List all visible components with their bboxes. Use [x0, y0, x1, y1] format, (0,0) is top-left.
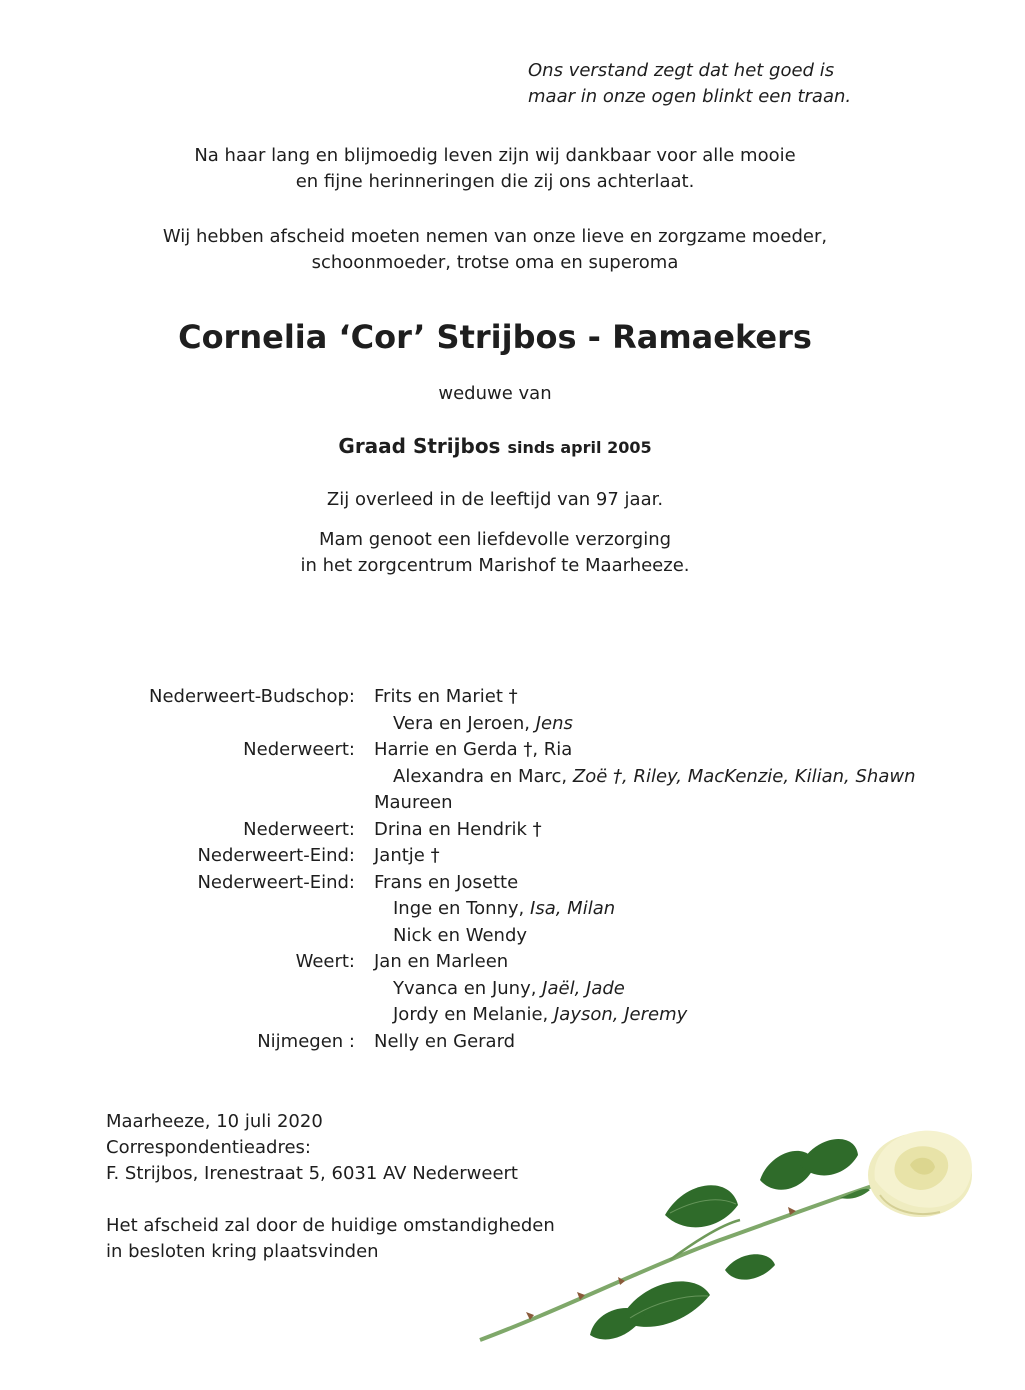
family-members — [393, 764, 915, 790]
family-members — [393, 976, 625, 1002]
care-text — [0, 527, 990, 579]
family-place: Nederweert-Eind: — [197, 871, 355, 893]
family-members-text: Jantje † — [374, 845, 440, 866]
widow-of — [0, 381, 990, 407]
family-members-text: Drina en Hendrik † — [374, 818, 542, 840]
family-members-text: Maureen — [374, 792, 453, 813]
family-members-text: Jan en Marleen — [374, 951, 509, 972]
family-list — [0, 684, 1025, 1055]
family-members-text: Vera en Jeroen, — [393, 712, 536, 734]
family-children: Jayson, Jeremy — [553, 1004, 688, 1025]
family-members — [393, 711, 573, 737]
notice-line-1: Het afscheid zal door de huidige omstandigheden — [106, 1215, 555, 1236]
family-members-text: Jordy en Melanie, — [393, 1004, 554, 1025]
family-place: Weert: — [295, 951, 355, 972]
family-members-text: Alexandra en Marc, — [393, 765, 573, 787]
family-children: Isa, Milan — [530, 898, 616, 919]
family-place: Nederweert-Eind: — [197, 845, 355, 866]
family-row — [0, 684, 1025, 711]
spouse-since: sinds april 2005 — [507, 438, 652, 457]
family-place: Nederweert: — [243, 818, 355, 840]
family-members — [393, 923, 527, 949]
family-members-text: Frans en Josette — [374, 871, 519, 893]
farewell-line-1: Wij hebben afscheid moeten nemen van onze lieve en zorgzame moeder, — [162, 226, 828, 247]
deceased-name: Cornelia ‘Cor’ Strijbos - Ramaekers — [178, 318, 812, 356]
family-row — [0, 843, 1025, 870]
family-members — [374, 817, 542, 843]
family-row — [0, 737, 1025, 764]
family-members — [374, 737, 572, 763]
correspondence-label: Correspondentieadres: — [106, 1137, 311, 1158]
family-members-text: Nick en Wendy — [393, 924, 528, 946]
family-members — [374, 949, 508, 975]
family-children: Jaël, Jade — [542, 977, 625, 999]
poem — [528, 58, 851, 110]
intro-text — [0, 143, 990, 195]
family-row — [0, 949, 1025, 976]
intro-line-2: en fijne herinneringen die zij ons achterlaat. — [295, 171, 695, 192]
family-row — [0, 896, 1025, 923]
widow-of-text: weduwe van — [438, 383, 552, 404]
poem-line-2: maar in onze ogen blinkt een traan. — [528, 86, 852, 107]
family-members — [393, 896, 615, 922]
spouse-name: Graad Strijbos — [338, 434, 501, 458]
family-members — [374, 684, 518, 710]
care-line-1: Mam genoot een liefdevolle verzorging — [318, 529, 672, 550]
address: F. Strijbos, Irenestraat 5, 6031 AV Nederweert — [106, 1163, 518, 1184]
family-members-text: Inge en Tonny, — [393, 898, 531, 919]
spouse — [0, 432, 990, 462]
age-line: Zij overleed in de leeftijd van 97 jaar. — [326, 489, 664, 510]
family-members — [374, 843, 440, 869]
family-children: Zoë †, Riley, MacKenzie, Kilian, Shawn — [572, 765, 916, 787]
family-members — [374, 1029, 515, 1055]
family-members — [374, 870, 518, 896]
white-rose-image — [470, 1120, 980, 1380]
place-date: Maarheeze, 10 juli 2020 — [106, 1111, 323, 1132]
family-children: Jens — [535, 712, 573, 734]
intro-line-1: Na haar lang en blijmoedig leven zijn wij dankbaar voor alle mooie — [194, 145, 796, 166]
family-members-text: Harrie en Gerda †, Ria — [374, 739, 573, 760]
family-row — [0, 817, 1025, 844]
family-members — [393, 1002, 687, 1028]
family-row — [0, 1002, 1025, 1029]
rose-bloom — [868, 1131, 972, 1217]
family-row — [0, 790, 1025, 817]
family-row — [0, 764, 1025, 791]
poem-line-1: Ons verstand zegt dat het goed is — [528, 60, 835, 81]
family-row — [0, 1029, 1025, 1056]
family-members — [374, 790, 453, 816]
farewell-text — [0, 224, 990, 276]
age-text — [0, 487, 990, 513]
farewell-line-2: schoonmoeder, trotse oma en superoma — [311, 252, 679, 273]
family-row — [0, 923, 1025, 950]
family-place: Nederweert-Budschop: — [149, 686, 355, 707]
family-members-text: Nelly en Gerard — [374, 1030, 516, 1052]
family-row — [0, 711, 1025, 738]
family-row — [0, 976, 1025, 1003]
family-place: Nijmegen : — [257, 1030, 355, 1052]
family-place: Nederweert: — [243, 739, 355, 760]
notice-line-2: in besloten kring plaatsvinden — [106, 1241, 379, 1262]
family-members-text: Frits en Mariet † — [374, 686, 518, 707]
family-row — [0, 870, 1025, 897]
family-members-text: Yvanca en Juny, — [393, 977, 543, 999]
care-line-2: in het zorgcentrum Marishof te Maarheeze. — [300, 555, 690, 576]
